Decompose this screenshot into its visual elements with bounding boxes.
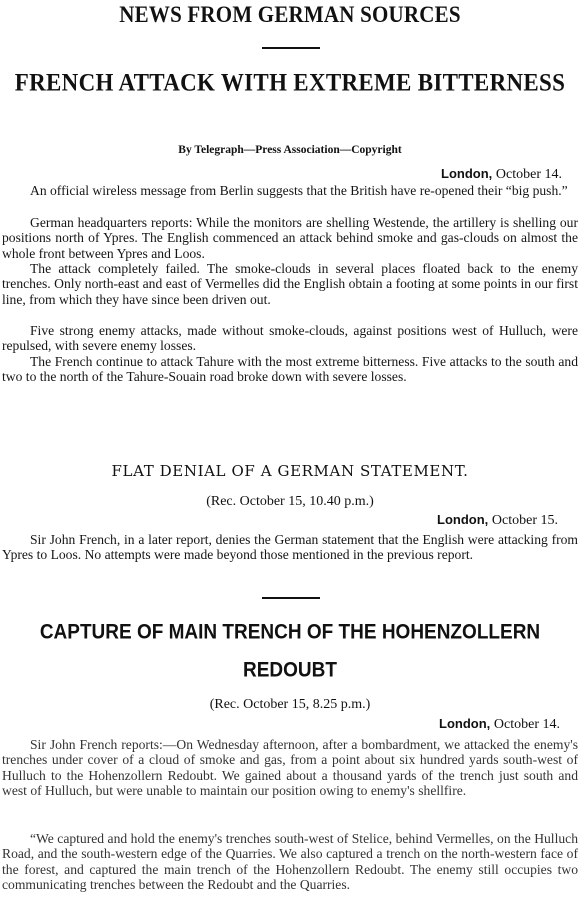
article2-dateline [437,512,558,529]
article1-paragraph: The French continue to attack Tahure with the most extreme bitterness. Five attacks to the south and two to the north of the Tahure-Souain road broke down with severe losses. [2,354,578,385]
article1-headline: FRENCH ATTACK WITH EXTREME BITTERNESS [14,68,566,96]
article3-headline-line2: REDOUBT [243,658,337,682]
article3-paragraph: “We captured and hold the enemy's trenches south-west of Stelice, behind Vermelles, on the Hulluch Road, and the south-western edge of the Quarries. We also captured a trench on the north-western face of the forest, and captured the main trench of the Hohenzollern Redoubt. The enemy still occupies two communicating trenches between the Redoubt and the Quarries. [2,831,578,893]
masthead: NEWS FROM GERMAN SOURCES [119,0,461,28]
article1-paragraph: German headquarters reports: While the monitors are shelling Westende, the artillery is shelling our positions north of Ypres. The English commenced an attack behind smoke and gas-clouds on almost the whole front between Ypres and Loos. [2,215,578,261]
dateline-place: London, [437,512,489,527]
dateline-date: October 14. [495,167,562,182]
article1-paragraph: Five strong enemy attacks, made without smoke-clouds, against positions west of Hulluch, were repulsed, with severe enemy losses. [2,323,578,354]
dateline-place: London, [439,716,491,731]
article3-headline-line1: CAPTURE OF MAIN TRENCH OF THE HOHENZOLLERN [39,620,541,644]
article1-byline: By Telegraph—Press Association—Copyright [178,144,402,156]
article1-paragraph: The attack completely failed. The smoke-clouds in several places floated back to the enemy trenches. Only north-east and east of Vermelles did the English obtain a footing at some points in our first line, from which they have since been driven out. [2,261,578,307]
dateline-date: October 15. [491,513,558,528]
article2-headline: FLAT DENIAL OF A GERMAN STATEMENT. [111,462,469,480]
article2-paragraph: Sir John French, in a later report, denies the German statement that the English were attacking from Ypres to Loos. No attempts were made beyond those mentioned in the previous report. [2,532,578,563]
article3-received: (Rec. October 15, 8.25 p.m.) [209,697,371,712]
article2-received: (Rec. October 15, 10.40 p.m.) [206,494,374,509]
masthead-rule [262,47,320,49]
dateline-place: London, [441,166,493,181]
article3-dateline [439,716,560,733]
section-rule [262,597,320,599]
article1-dateline [441,166,562,183]
article3-paragraph: Sir John French reports:—On Wednesday afternoon, after a bombardment, we attacked the enemy's trenches under cover of a cloud of smoke and gas, from a point about six hundred yards south-west of Hulluch to the Hohenzollern Redoubt. We gained about a thousand yards of the trench just south and west of Hulluch, but were unable to maintain our position owing to enemy's shellfire. [2,737,578,799]
article1-paragraph: An official wireless message from Berlin suggests that the British have re-opened their “big push.” [30,183,568,198]
dateline-date: October 14. [493,717,560,732]
